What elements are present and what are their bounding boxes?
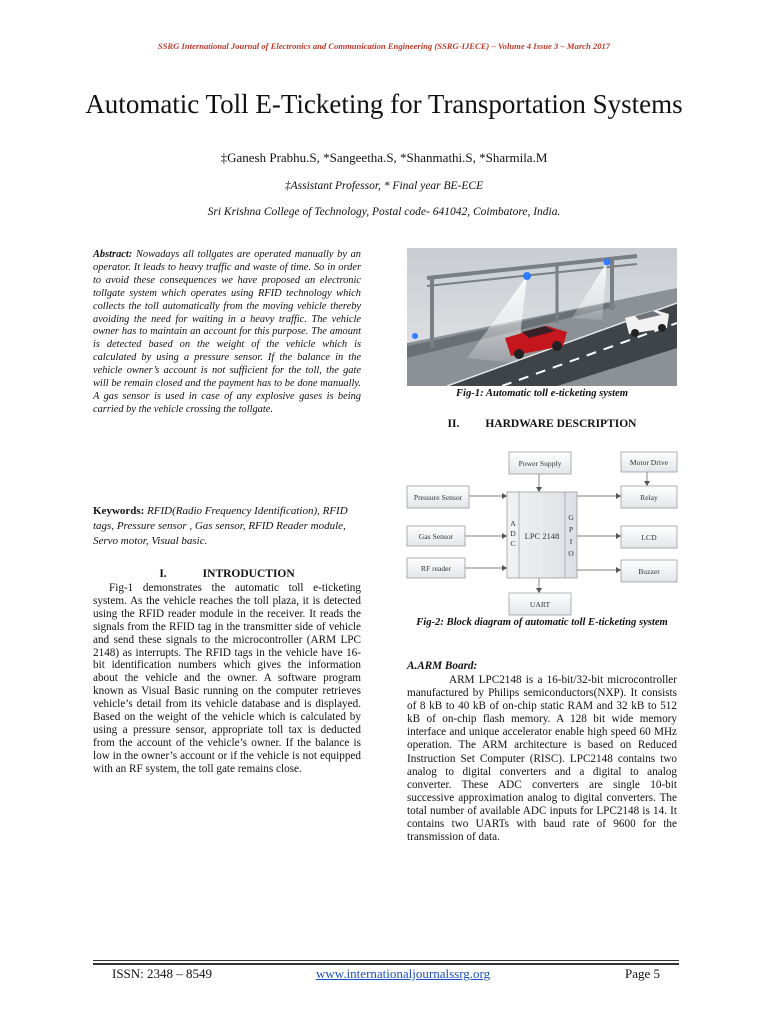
section-heading-introduction — [93, 568, 361, 580]
footer-page-number: Page 5 — [624, 966, 660, 981]
subsection-heading-arm-board: A.ARM Board: — [407, 660, 478, 672]
keywords-label: Keywords: — [93, 505, 145, 517]
section-number: I. — [159, 568, 167, 580]
toll-plaza-photo — [407, 248, 677, 386]
rf-reader-label: RF reader — [420, 564, 452, 573]
section-title: INTRODUCTION — [202, 568, 295, 580]
uart-label: UART — [529, 600, 551, 609]
gpio-letter: O — [568, 549, 574, 558]
section-number: II. — [447, 418, 460, 430]
paper-title: Automatic Toll E-Ticketing for Transportation Systems — [85, 89, 683, 119]
abstract — [93, 249, 361, 417]
footer-rule — [93, 963, 679, 965]
gpio-letter: G — [568, 513, 574, 522]
figure-1-caption: Fig-1: Automatic toll e-ticketing system — [455, 388, 629, 399]
lpc2148-label: LPC 2148 — [524, 531, 560, 541]
keywords-text: RFID(Radio Frequency Identification), RFID tags, Pressure sensor , Gas sensor, RFID Reader module, Servo motor, Visual basic. — [93, 505, 348, 547]
gpio-letter: I — [569, 537, 573, 546]
pressure-sensor-label: Pressure Sensor — [413, 493, 463, 502]
lcd-label: LCD — [641, 533, 657, 542]
adc-letter: C — [510, 539, 516, 548]
block-diagram — [405, 448, 681, 620]
footer-rule — [93, 960, 679, 961]
power-supply-label: Power Supply — [518, 459, 562, 468]
affiliation: ‡Assistant Professor, * Final year BE-ECE — [284, 180, 484, 192]
abstract-text: Nowadays all tollgates are operated manually by an operator. It leads to heavy traffic and waste of time. So in order to avoid these consequences we have proposed an electronic tollgate system which operates using RFID technology which collects the toll automatically from the moving vehicle thereby avoiding the need for waiting in a heavy traffic. The vehicle owner has to maintain an account for this purpose. The amount is detected based on the weight of the vehicle which is calculated by using a pressure sensor. If the balance in the vehicle owner’s account is not sufficient for the toll, the gate will be remain closed and the payment has to be done manually. A gas sensor is used in case of any explosive gases is being carried by the vehicle crossing the tollgate. — [93, 249, 361, 415]
keywords — [93, 504, 361, 549]
section-heading-hardware — [407, 418, 677, 430]
adc-letter: A — [510, 519, 516, 528]
abstract-label: Abstract: — [93, 249, 133, 260]
relay-label: Relay — [640, 493, 658, 502]
gpio-letter: P — [568, 525, 574, 534]
motor-drive-label: Motor Drive — [629, 458, 669, 467]
gas-sensor-label: Gas Sensor — [418, 532, 454, 541]
arm-board-text: ARM LPC2148 is a 16-bit/32-bit microcontroller manufactured by Philips semiconductors(NXP). It consists of 8 kB to 40 kB of on-chip static RAM and 32 kB to 512 kB of on-chip flash memory. A 128 bit wide memory interface and unique accelerator enable high speed 60 MHz operation. The ARM architecture is based on Reduced Instruction Set Computer (RISC). LPC2148 contains two analog to digital converters and a digital to analog converter. These ADC converters are single 10-bit successive approximation analog to digital converters. The total number of available ADC inputs for LPC2148 is 14. It contains two UARTs with baud rate of 9600 for the transmission of data. — [407, 674, 677, 844]
footer-issn: ISSN: 2348 – 8549 — [112, 966, 213, 981]
journal-header: SSRG International Journal of Electronics and Communication Engineering (SSRG-IJECE) – Volume 4 Issue 3 – March 2017 — [157, 41, 611, 51]
section-title: HARDWARE DESCRIPTION — [485, 418, 637, 430]
figure-2-caption: Fig-2: Block diagram of automatic toll E-ticketing system — [416, 617, 668, 628]
adc-letter: D — [510, 529, 516, 538]
toll-plaza-illustration — [407, 248, 677, 386]
buzzer-label: Buzzer — [638, 567, 660, 576]
footer-website-link[interactable]: www.internationaljournalssrg.org — [316, 966, 491, 981]
authors: ‡Ganesh Prabhu.S, *Sangeetha.S, *Shanmathi.S, *Sharmila.M — [220, 150, 548, 165]
college-address: Sri Krishna College of Technology, Postal code- 641042, Coimbatore, India. — [207, 206, 561, 218]
introduction-text: Fig-1 demonstrates the automatic toll e-ticketing system. As the vehicle reaches the toll plaza, it is detected using the RFID reader module in the receiver. It reads the signals from the RFID tag in the transmitter side of vehicle and send these signals to the microcontroller (ARM LPC 2148) as interrupts. The RFID tags in the vehicle have 16-bit identification numbers which gives the information about the vehicle and the owner. A software program known as Visual Basic running on the computer retrieves vehicle’s detail from its vehicle database and is displayed. Based on the weight of the vehicle which is calculated by using a pressure sensor, appropriate toll tax is deducted from the account of the vehicle’s owner. If the balance is low in the owner’s account or if the vehicle is not equipped with an RF system, the toll gate remains close. — [93, 582, 361, 775]
